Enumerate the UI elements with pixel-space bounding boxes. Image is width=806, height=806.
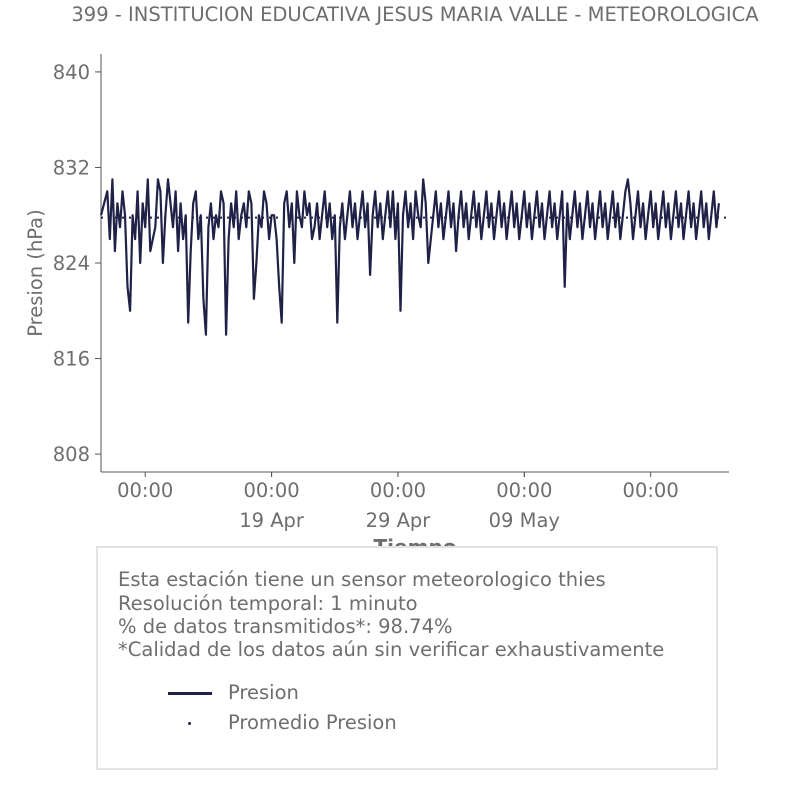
x-tick-label-date: 19 Apr bbox=[239, 509, 304, 532]
x-tick-label-hour: 00:00 bbox=[117, 479, 174, 502]
info-line-sensor: Esta estación tiene un sensor meteorologico thies bbox=[118, 568, 606, 591]
y-tick-label: 808 bbox=[52, 443, 90, 467]
info-line-transmitted: % de datos transmitidos*: 98.74% bbox=[118, 615, 453, 638]
y-tick-label: 832 bbox=[52, 156, 90, 180]
info-box bbox=[96, 546, 718, 770]
info-line-resolution: Resolución temporal: 1 minuto bbox=[118, 592, 418, 615]
x-tick-label-hour: 00:00 bbox=[243, 479, 300, 502]
legend-item-promedio bbox=[168, 711, 568, 735]
y-axis-label: Presion (hPa) bbox=[24, 209, 47, 337]
x-tick-label-hour: 00:00 bbox=[369, 479, 427, 502]
info-line-quality-note: *Calidad de los datos aún sin verificar exhaustivamente bbox=[118, 638, 665, 661]
chart-title: 399 - INSTITUCION EDUCATIVA JESUS MARIA VALLE - METEOROLOGICA bbox=[71, 3, 759, 26]
x-tick-label-hour: 00:00 bbox=[496, 479, 553, 502]
legend-dot-swatch bbox=[188, 722, 191, 725]
legend-item-presion bbox=[168, 681, 568, 705]
legend-label-presion: Presion bbox=[228, 681, 299, 704]
x-tick-label-date: 09 May bbox=[488, 509, 560, 532]
y-tick-label: 816 bbox=[52, 347, 90, 371]
y-tick-label: 824 bbox=[52, 252, 90, 275]
x-tick-label-hour: 00:00 bbox=[622, 479, 679, 502]
x-tick-label-date: 29 Apr bbox=[365, 509, 431, 532]
series-line-presion bbox=[101, 179, 719, 334]
legend-line-swatch bbox=[168, 692, 212, 695]
y-tick-label: 840 bbox=[52, 60, 90, 84]
legend-label-promedio: Promedio Presion bbox=[228, 711, 397, 734]
